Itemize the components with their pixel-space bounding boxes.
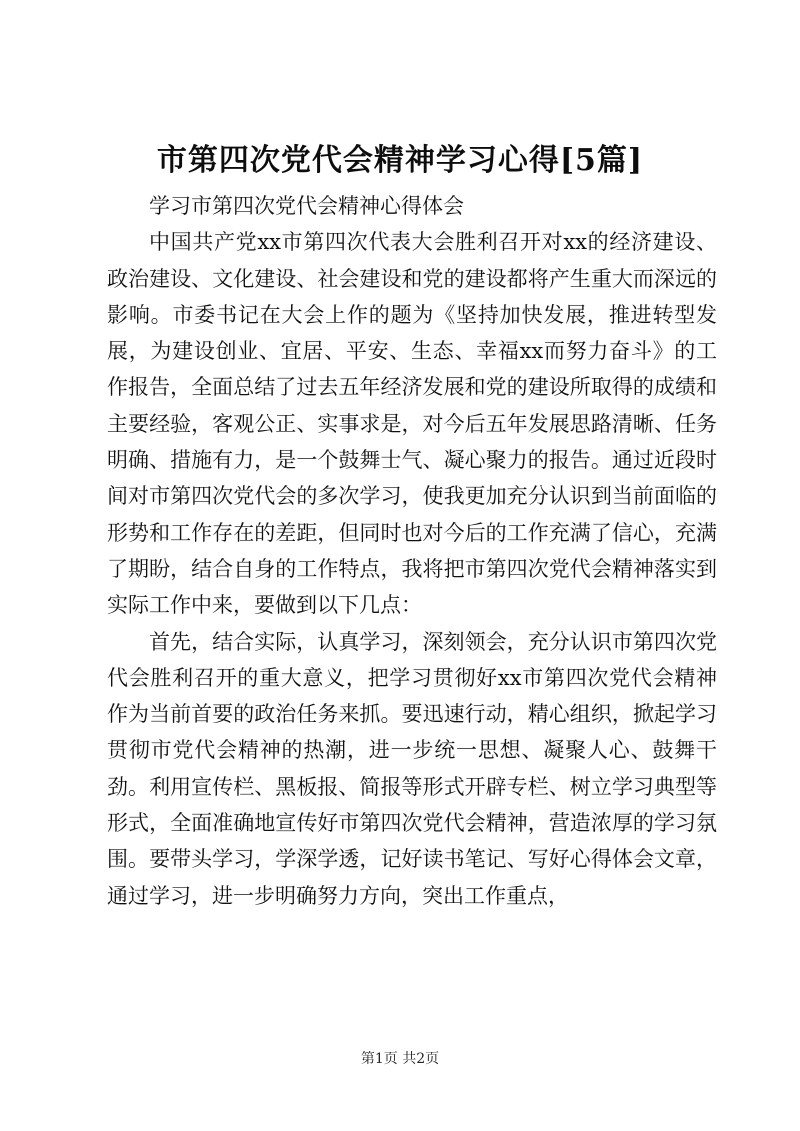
document-subtitle: 学习市第四次党代会精神心得体会 — [149, 194, 464, 218]
paragraph-intro: 中国共产党xx市第四次代表大会胜利召开对xx的经济建设、政治建设、文化建设、社会建设和党的建设都将产生重大而深远的影响。市委书记在大会上作的题为《坚持加快发展，推进转型发展，为建设创业、宜居、平安、生态、幸福xx而努力奋斗》的工作报告，全面总结了过去五年经济发展和党的建设所取得的成绩和主要经验，客观公正、实事求是，对今后五年发展思路清晰、任务明确、措施有力，是一个鼓舞士气、凝心聚力的报告。通过近段时间对市第四次党代会的多次学习，使我更加充分认识到当前面临的形势和工作存在的差距，但同时也对今后的工作充满了信心，充满了期盼，结合自身的工作特点，我将把市第四次党代会精神落实到实际工作中来，要做到以下几点： — [107, 230, 717, 618]
paragraph-first-point: 首先，结合实际，认真学习，深刻领会，充分认识市第四次党代会胜利召开的重大意义，把学习贯彻好xx市第四次党代会精神作为当前首要的政治任务来抓。要迅速行动，精心组织，掀起学习贯彻市党代会精神的热潮，进一步统一思想、凝聚人心、鼓舞干劲。利用宣传栏、黑板报、简报等形式开辟专栏、树立学习典型等形式，全面准确地宣传好市第四次党代会精神，营造浓厚的学习氛围。要带头学习，学深学透，记好读书笔记、写好心得体会文章，通过学习，进一步明确努力方向，突出工作重点， — [107, 629, 717, 908]
document-title: 市第四次党代会精神学习心得[5篇] — [156, 143, 644, 178]
document-body — [107, 188, 717, 914]
page-indicator: 第1页 共2页 — [360, 1051, 440, 1067]
